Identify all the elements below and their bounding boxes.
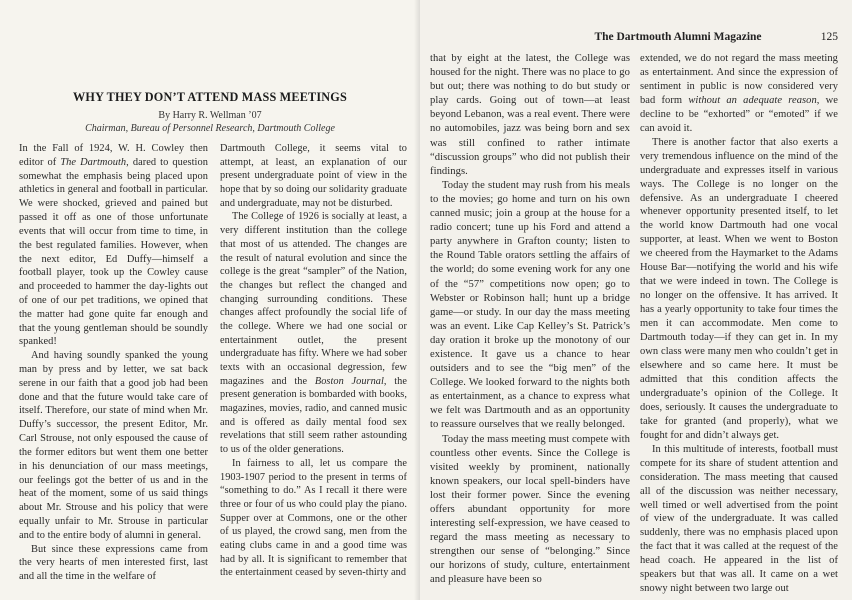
emphasis: without an adequate reason [688,94,817,106]
paragraph: Today the student may rush from his meals to the movies; go home and turn on his own canned music; join a group at the house for a radio concert; tune up his Ford and attend a party anywhere in Grafton county; listen to the Round Table orators settling the affairs of the world; do some evening work for any one of the “57” competitions now open; go to Webster or Robinson hall; hunt up a bridge game—or study. In our day the mass meeting was an event. Like Cap Kelley’s St. Patrick’s day oration it broke up the monotony of our existence. It gave us a chance to hear outsiders and to see the “big men” of the College. We looked forward to the nights both as entertainment, as a chance to express what we felt was Dartmouth and as an opportunity to reassure ourselves that we really belonged. [430,179,630,431]
paragraph: extended, we do not regard the mass meeting as entertainment. And since the expression of sentiment in public is now considered very bad form without an adequate reason, we decline to be “exhorted” or “emoted” if we can avoid it. [640,53,838,134]
paragraph: In fairness to all, let us compare the 1903-1907 period to the present in terms of “something to do.” As I recall it there were three or four of us who could play the piano. Supper over at Commons, one or the other of us played, the crowd sang, men from the eating clubs came in and a good time was had by all. It is significant to remember that the entertainment ceased by seven-thirty and [220,457,407,579]
paragraph: And having soundly spanked the young man by press and by letter, we sat back serene in our faith that a good job had been done and that the future would take care of itself. Therefore, our state of mind when Mr. Duffy’s successor, the present Editor, Mr. Carl Strouse, not only espoused the cause of the former editors but went them one better in his denunciation of our mass meetings, our feelings got the better of us and in the heat of the moment, some of us said things about Mr. Strouse and his policy that were equally unfair to Mr. Strouse in particular and to the entire body of alumni in general. [19,350,208,541]
paragraph: that by eight at the latest, the College was housed for the night. There was no place to go but out; there was nothing to do but study or play cards. Going out of town—at least beyond Lebanon, was a real event. There were no automobiles, jazz was being born and sex was still confined to rather intimate “discussion groups” who did not publish their findings. [430,53,630,177]
paragraph: There is another factor that also exerts a very tremendous influence on the mind of the undergraduate and expresses itself in various ways. The College is no longer on the defensive. As an undergraduate I cheered whenever opportunity presented itself, to let the world know Dartmouth had one vocal supporter, at least. When we went to Boston we cheered from the Haymarket to the Adams House Bar—notifying the world and his wife that we were indeed in town. The College is no longer on the offensive. It has arrived. It has a yearly opportunity to take four times the men it can accommodate. Men come to Dartmouth today—if they can get in. In my own class were many men who couldn’t get in elsewhere and so came here. It must be admitted that this condition affects the undergraduate’s opinion of the College. It does, seriously. It causes the undergraduate to take for granted (and properly), what we fought for and didn’t always get. [640,136,838,441]
paragraph: In this multitude of interests, football must compete for its share of student attention and consideration. The mass meeting that caused all of the discussion was neither necessary, well timed or well advertised from the point of view of the undergraduate. It was called suddenly, there was no emphasis placed upon the fact that it was called at the request of the head coach. He appeared in the list of speakers but that was all. It came on a wet snowy night between two large out [640,443,838,595]
paragraph: The College of 1926 is socially at least, a very different institution than the college that most of us attended. The changes are the result of natural evolution and since the college is the great “sampler” of the Nation, the changes but reflect the changed and changing surrounding conditions. These changes affect profoundly the social life of the college. Where we had one social or entertainment outlet, the present undergraduate has fifty. Where we had sober texts with an occasional degression, few magazines and the Boston Journal, the present generation is bombarded with books, magazines, movies, radio, and canned music and is offered as daily mental food sex revelations that still seem rather astounding to us of the older generations. [220,211,407,456]
emphasis: The Dartmouth [60,156,127,168]
paragraph: In the Fall of 1924, W. H. Cowley then editor of The Dartmouth, dared to question somewhat the emphasis being placed upon athletics in general and football in particular. We were shocked, grieved and pained but passed it off as one of those unfortunate events that will occur from time to time, in the best regulated families. However, when the next editor, Ed Duffy—himself a football player, took up the Cowley cause and proceeded to hammer the day-lights out of one of our pet traditions, we opined that the matter had gone quite far enough and that the young gentleman should be soundly spanked! [19,143,208,348]
text-column-1 [19,142,208,584]
page-number: 125 [820,31,838,43]
paragraph: But since these expressions came from the very hearts of men interested first, last and all the time in the welfare of [19,543,208,583]
text-column-4 [640,52,838,596]
emphasis: Boston Journal [314,375,384,387]
running-head: The Dartmouth Alumni Magazine [594,31,762,43]
text-column-3 [430,52,630,588]
text-column-2 [220,142,407,580]
article-byline: By Harry R. Wellman ’07 [158,110,262,121]
author-affiliation: Chairman, Bureau of Personnel Research, Dartmouth College [85,123,335,134]
left-page [0,0,420,600]
article-title: WHY THEY DON’T ATTEND MASS MEETINGS [73,90,347,104]
paragraph: Dartmouth College, it seems vital to attempt, at least, an explanation of our present undergraduate point of view in the hope that by so doing our solidarity graduate and undergraduate, may not be disturbed. [220,143,407,209]
paragraph: Today the mass meeting must compete with countless other events. Since the College is visited weekly by prominent, nationally known speakers, our local spell-binders have lost their former power. Since the evening offers abundant opportunity for more interesting self-expression, we have ceased to regard the mass meeting as necessary to strengthen our sense of “belonging.” Since our horizons of study, culture, entertainment and pleasure have been so [430,433,630,586]
